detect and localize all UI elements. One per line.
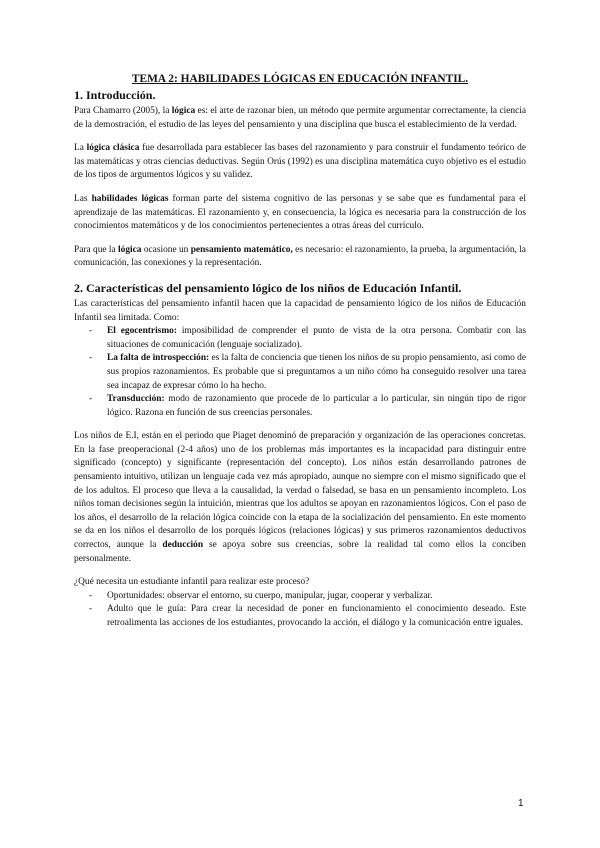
intro-paragraph-4: Para que la lógica ocasione un pensamiento matemático, es necesario: el razonamiento, la prueba, la argumentación, la comunicación, las conexiones y la representación. [74, 244, 526, 269]
question-paragraph: ¿Qué necesita un estudiante infantil para realizar este proceso? [74, 577, 310, 588]
intro-paragraph-3: Las habilidades lógicas forman parte del sistema cognitivo de las personas y se sabe que es fundamental para el aprendizaje de las matemáticas. El razonamiento y, en consecuencia, la lógica es necesaria para la construcción de los conocimientos matemáticos y de los conocimientos pertenecientes a otras áreas del currículo. [74, 193, 526, 232]
list-item: - El egocentrismo: imposibilidad de comprender el punto de vista de la otra persona. Combatir con las situaciones de comunicación (lenguaje socializado). [89, 326, 526, 350]
list-item: - Oportunidades: observar el entorno, su cuerpo, manipular, jugar, cooperar y verbalizar. [89, 590, 433, 601]
document-page [74, 72, 526, 631]
characteristics-list [74, 325, 526, 420]
piaget-paragraph: Los niños de E.I, están en el periodo que Piaget denominó de preparación y organización de las operaciones concretas. En la fase preoperacional (2-4 años) uno de los problemas más importantes es la incapacidad para distinguir entre significado (concepto) y significante (representación del concepto). Los niños están desarrollando patrones de pensamiento intuitivo, utilizan un lenguaje cada vez más apropiado, aunque no siempre con el mismo significado que el de los adultos. El proceso que lleva a la causalidad, la verdad o falsedad, se basa en un pensamiento incompleto. Los niños toman decisiones según la intuición, mientras que los adultos se apoyan en razonamientos lógicos. Con el paso de los años, el desarrollo de la relación lógica coincide con la etapa de la socialización del pensamiento. En este momento se da en los niños el desarrollo de los porqués lógicos (relaciones lógicas) y sus primeros razonamientos deductivos correctos, aunque la deducción se apoya sobre sus creencias, sobre la realidad tal como ellos la conciben personalmente. [74, 431, 526, 564]
needs-list [74, 590, 526, 631]
page-number: 1 [518, 798, 524, 809]
section-2-heading: 2. Características del pensamiento lógico de los niños de Educación Infantil. [74, 280, 462, 295]
document-title: TEMA 2: HABILIDADES LÓGICAS EN EDUCACIÓN INFANTIL. [131, 73, 469, 85]
section-2-intro: Las características del pensamiento infantil hacen que la capacidad de pensamiento lógico de los niños de Educación Infantil sea limitada. Como: [74, 298, 526, 323]
intro-paragraph-2: La lógica clásica fue desarrollada para establecer las bases del razonamiento y para construir el fundamento teórico de las matemáticas y otras ciencias deductivas. Según Orús (1992) es una disciplina matemática cuyo objetivo es el estudio de los tipos de argumentos lógicos y su validez. [74, 143, 527, 181]
list-item: - Adulto que le guía: Para crear la necesidad de poner en funcionamiento el conocimiento deseado. Este retroalimenta las acciones de los estudiantes, provocando la acción, el diálogo y la comunicación entre iguales. [89, 604, 526, 628]
intro-paragraph-1: Para Chamarro (2005), la lógica es: el arte de razonar bien, un método que permite argumentar correctamente, la ciencia de la demostración, el estudio de las leyes del pensamiento y una disciplina que busca el establecimiento de la verdad. [74, 106, 526, 130]
section-1-heading: 1. Introducción. [74, 88, 156, 102]
list-item: - La falta de introspección: es la falta de conciencia que tienen los niños de su propio pensamiento, así como de sus propios razonamientos. Es probable que si preguntamos a un niño cómo ha conseguido resolver una tarea sea incapaz de expresar cómo lo ha hecho. [89, 353, 527, 391]
list-item: - Transducción: modo de razonamiento que procede de lo particular a lo particular, sin ningún tipo de rigor lógico. Razona en función de sus creencias personales. [89, 394, 526, 418]
